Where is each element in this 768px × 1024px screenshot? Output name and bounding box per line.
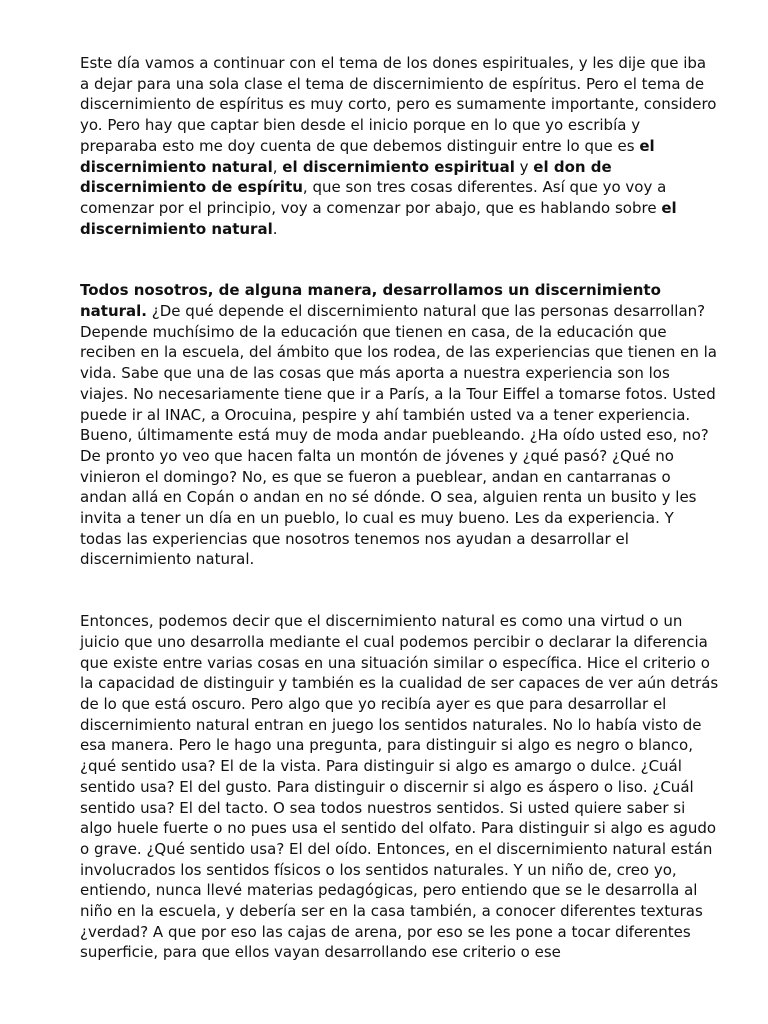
document-page [80,53,720,963]
paragraph-definition [80,611,720,963]
bold-phrase-spiritual-discernment: el discernimiento espiritual [282,157,515,176]
paragraph-text: Este día vamos a continuar con el tema de los dones espirituales, y les dije que iba a dejar para una sola clase el tema de discernimiento de espíritus. Pero el tema de discernimiento de espíritus es muy corto, pero es sumamente importante, considero yo. Pero hay que captar bien desde el inicio porque en lo que yo escribía y preparaba esto me doy cuenta de que debemos distinguir entre lo que es [80,54,717,155]
paragraph-text: Entonces, podemos decir que el discernimiento natural es como una virtud o un juicio que uno desarrolla mediante el cual podemos percibir o declarar la diferencia que existe entre varias cosas en una situación similar o específica. Hice el criterio o la capacidad de distinguir y también es la cualidad de ser capaces de ver aún detrás de lo que está oscuro. Pero algo que yo recibía ayer es que para desarrollar el discernimiento natural entran en juego los sentidos naturales. No lo había visto de esa manera. Pero le hago una pregunta, para distinguir si algo es negro o blanco, ¿qué sentido usa? El de la vista. Para distinguir si algo es amargo o dulce. ¿Cuál sentido usa? El del gusto. Para distinguir o discernir si algo es áspero o liso. ¿Cuál sentido usa? El del tacto. O sea todos nuestros sentidos. Si usted quiere saber si algo huele fuerte o no pues usa el sentido del olfato. Para distinguir si algo es agudo o grave. ¿Qué sentido usa? El del oído. Entonces, en el discernimiento natural están involucrados los sentidos físicos o los sentidos naturales. Y un niño de, creo yo, entiendo, nunca llevé materias pedagógicas, pero entiendo que se le desarrolla al niño en la escuela, y debería ser en la casa también, a conocer diferentes texturas ¿verdad? A que por eso las cajas de arena, por eso se les pone a tocar diferentes superficie, para que ellos vayan desarrollando ese criterio o ese [80,612,719,962]
paragraph-text: y [514,157,534,176]
bold-phrase-gift-of-discernment: el don de discernimiento de espíritu [80,157,612,197]
bold-phrase-natural-discernment: el discernimiento natural [80,136,655,176]
bold-phrase-natural-discernment: el discernimiento natural [80,198,677,238]
paragraph-text: , [272,157,283,176]
paragraph-intro [80,53,720,239]
paragraph-text: . [272,219,278,238]
bold-lead-sentence: Todos nosotros, de alguna manera, desarrollamos un discernimiento natural. [80,281,661,321]
paragraph-text: , que son tres cosas diferentes. Así que yo voy a comenzar por el principio, voy a comenzar por abajo, que es hablando sobre [80,178,667,217]
paragraph-natural-discernment [80,280,720,570]
paragraph-text: ¿De qué depende el discernimiento natural que las personas desarrollan? Depende muchísimo de la educación que tienen en casa, de la educación que reciben en la escuela, del ámbito que los rodea, de las experiencias que tienen en la vida. Sabe que una de las cosas que más aporta a nuestra experiencia son los viajes. No necesariamente tiene que ir a París, a la Tour Eiffel a tomarse fotos. Usted puede ir al INAC, a Orocuina, pespire y ahí también usted va a tener experiencia. Bueno, últimamente está muy de moda andar puebleando. ¿Ha oído usted eso, no? De pronto yo veo que hacen falta un montón de jóvenes y ¿qué pasó? ¿Qué no vinieron el domingo? No, es que se fueron a pueblear, andan en cantarranas o andan allá en Copán o andan en no sé dónde. O sea, alguien renta un busito y les invita a tener un día en un pueblo, lo cual es muy bueno. Les da experiencia. Y todas las experiencias que nosotros tenemos nos ayudan a desarrollar el discernimiento natural. [80,302,717,569]
